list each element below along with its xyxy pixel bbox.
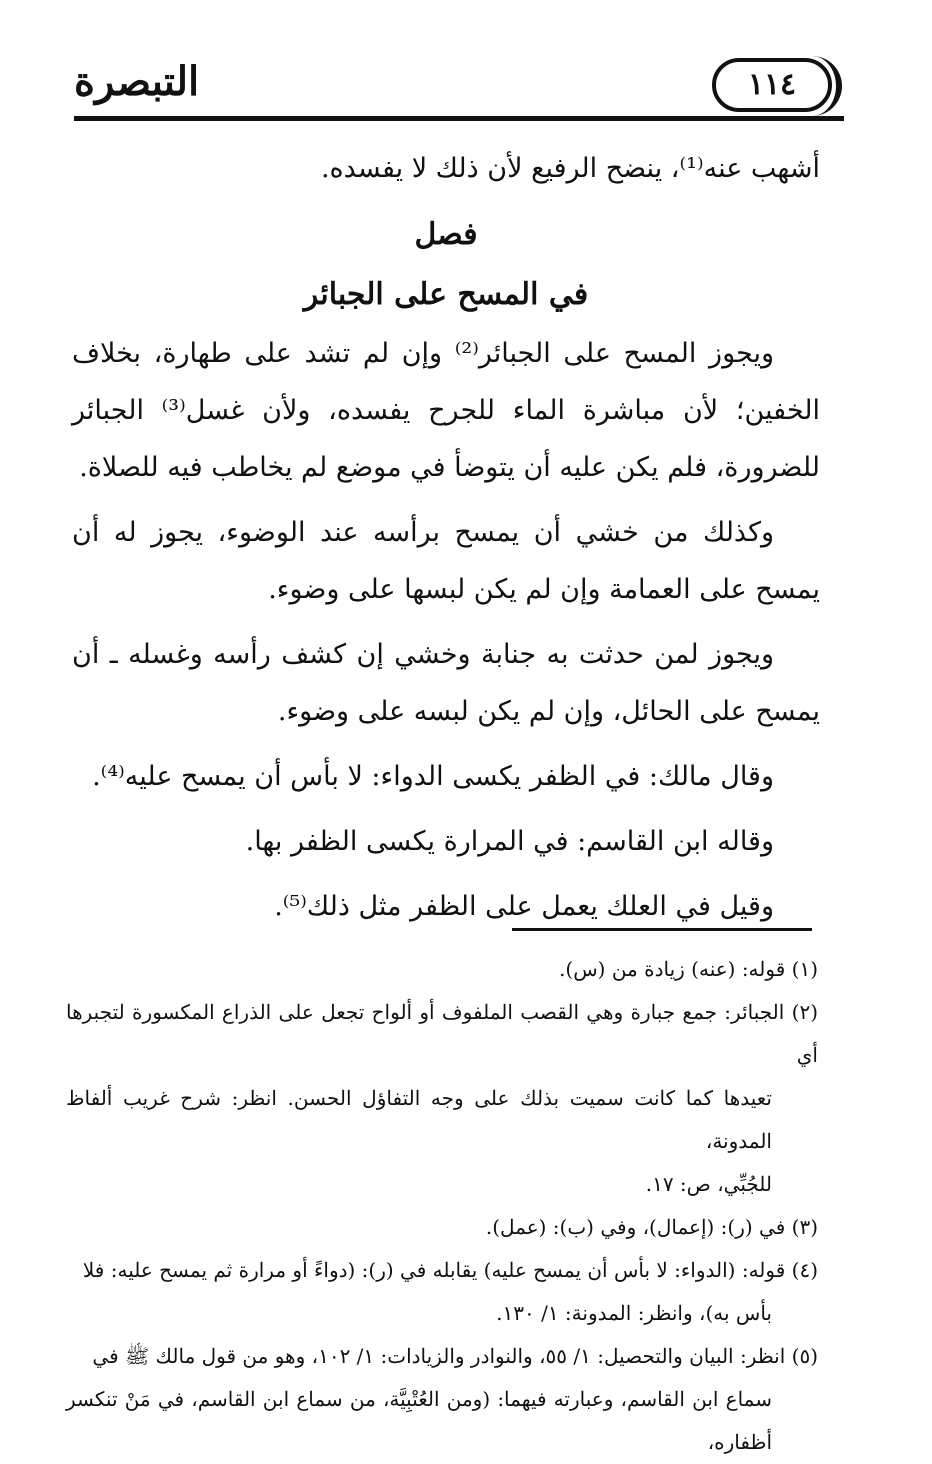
page-number-frame — [712, 58, 832, 112]
footnote-2: (٢) الجبائر: جمع جبارة وهي القصب الملفوف أو ألواح تجعل على الذراع المكسورة لتجبرها أي — [66, 1000, 819, 1067]
footnote-separator — [512, 928, 812, 931]
footnote-5: (٥) انظر: البيان والتحصيل: ١/ ٥٥، والنوادر والزيادات: ١/ ١٠٢، وهو من قول مالك ﷺ في — [92, 1344, 818, 1368]
main-text — [72, 140, 820, 943]
footnote-2-continued: تعيدها كما كانت سميت بذلك على وجه التفاؤل الحسن. انظر: شرح غريب ألفاظ المدونة، — [66, 1086, 772, 1153]
section-subheading: في المسح على الجبائر — [303, 277, 589, 312]
paragraph-6: وقاله ابن القاسم: في المرارة يكسى الظفر بها. — [245, 826, 774, 857]
book-title: التبصرة — [74, 58, 200, 105]
footnote-3: (٣) في (ر): (إعمال)، وفي (ب): (عمل). — [485, 1215, 818, 1239]
paragraph-2: ويجوز المسح على الجبائر⁽²⁾ وإن لم تشد على طهارة، بخلاف الخفين؛ لأن مباشرة الماء للجرح يفسده، ولأن غسل⁽³⁾ الجبائر للضرورة، فلم يكن عليه أن يتوضأ في موضع لم يخاطب فيه للصلاة. — [72, 338, 820, 483]
footnote-5-continued: سماع ابن القاسم، وعبارته فيهما: (ومن العُتْبِيَّة، من سماع ابن القاسم، في مَنْ تنكسر أظفاره، — [66, 1387, 772, 1454]
footnote-4-continued: بأس به)، وانظر: المدونة: ١/ ١٣٠. — [496, 1301, 772, 1325]
footnote-2-end: للجُبِّي، ص: ١٧. — [645, 1172, 772, 1196]
paragraph-3: وكذلك من خشي أن يمسح برأسه عند الوضوء، يجوز له أن يمسح على العمامة وإن لم يكن لبسها على وضوء. — [72, 517, 820, 605]
paragraph-5: وقال مالك: في الظفر يكسى الدواء: لا بأس أن يمسح عليه⁽⁴⁾. — [92, 761, 774, 792]
header-rule — [74, 116, 844, 121]
page-header — [74, 52, 844, 126]
page-number: ١١٤ — [747, 67, 797, 102]
paragraph-7: وقيل في العلك يعمل على الظفر مثل ذلك⁽⁵⁾. — [274, 891, 774, 922]
footnote-1: (١) قوله: (عنه) زيادة من (س). — [559, 957, 818, 981]
paragraph-4: ويجوز لمن حدثت به جنابة وخشي إن كشف رأسه وغسله ـ أن يمسح على الحائل، وإن لم يكن لبسه على وضوء. — [72, 639, 820, 727]
section-heading: فصل — [414, 217, 478, 252]
footnote-4: (٤) قوله: (الدواء: لا بأس أن يمسح عليه) يقابله في (ر): (دواءً أو مرارة ثم يمسح عليه: فلا — [82, 1258, 818, 1282]
paragraph-1: أشهب عنه⁽¹⁾، ينضح الرفيع لأن ذلك لا يفسده. — [320, 153, 820, 184]
